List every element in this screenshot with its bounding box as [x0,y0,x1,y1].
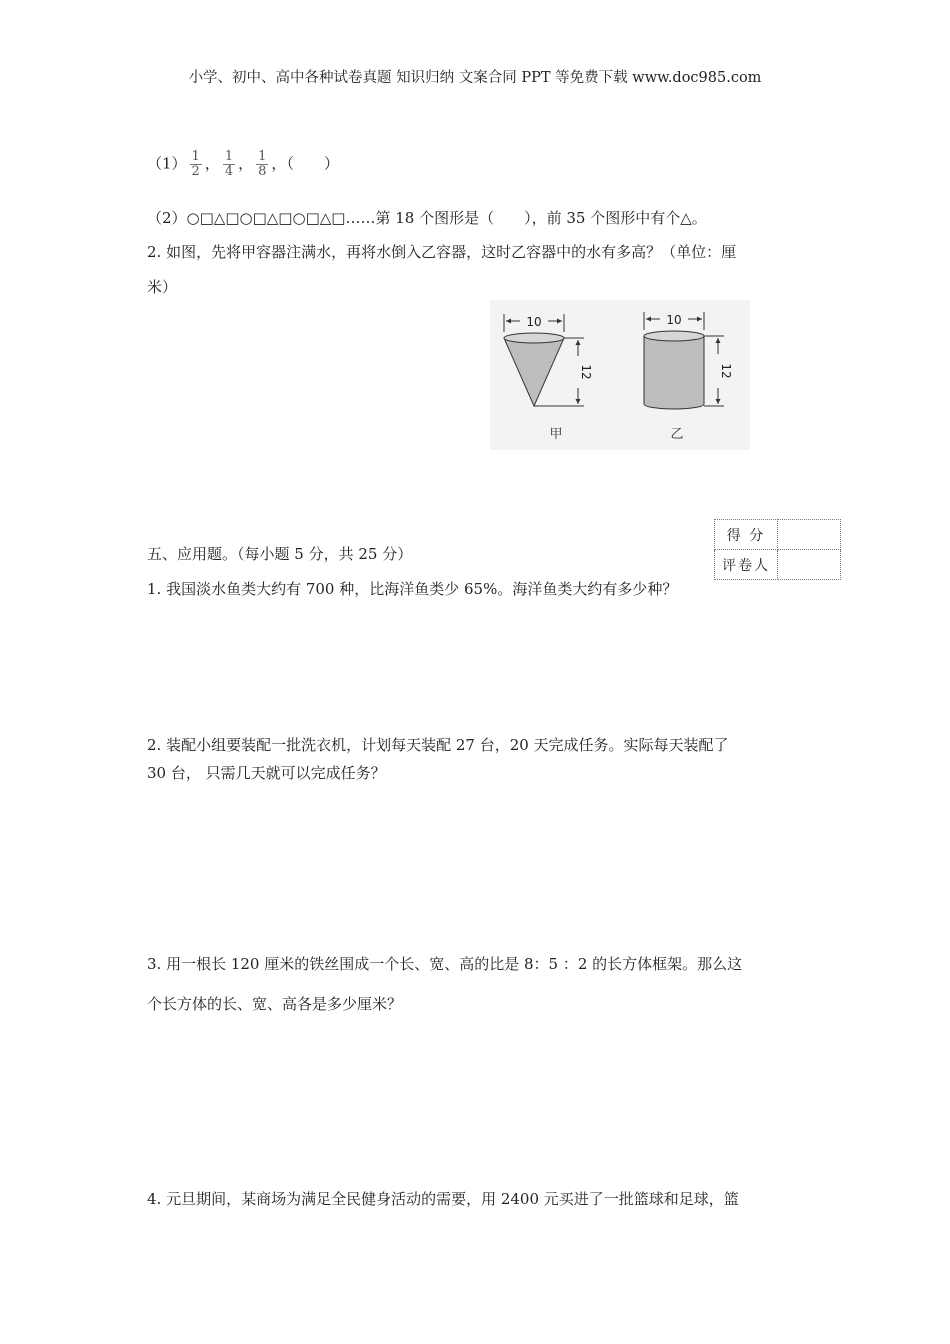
grader-value-cell[interactable] [778,550,841,580]
cone-top-ellipse [504,333,564,343]
problem-5-4-line-1: 4. 元旦期间，某商场为满足全民健身活动的需要，用 2400 元买进了一批篮球和足球，篮 [147,1190,739,1208]
cylinder-body [644,336,704,409]
cylinder-height-label: 12 [719,363,733,379]
cone-diameter-label: 10 [526,315,542,329]
q1-prefix: （1） [147,154,187,173]
score-value-cell[interactable] [778,520,841,550]
fraction-3-denominator: 8 [258,164,267,179]
cylinder-name-label: 乙 [670,427,684,442]
question-shape-pattern: （2）○□△□○□△□○□△□……第 18 个图形是（ ），前 35 个图形中有个△。 [147,209,707,227]
problem-5-1: 1. 我国淡水鱼类大约有 700 种，比海洋鱼类少 65%。海洋鱼类大约有多少种？ [147,580,678,598]
fraction-2-numerator: 1 [224,149,234,164]
separator: ， [271,154,287,173]
score-table [714,519,841,580]
problem-5-2-line-1: 2. 装配小组要装配一批洗衣机，计划每天装配 27 台，20 天完成任务。实际每天装配了 [147,736,729,754]
cone-name-label: 甲 [549,427,563,442]
separator: ， [204,154,220,173]
fraction-1 [190,150,202,179]
fraction-1-denominator: 2 [191,164,200,179]
container-figure [490,300,750,450]
problem-2-line-2: 米） [147,278,178,296]
score-label: 得 分 [715,520,778,550]
separator: ， [238,154,254,173]
problem-5-3-line-1: 3. 用一根长 120 厘米的铁丝围成一个长、宽、高的比是 8：5 ：2 的长方体框架。那么这 [147,955,743,973]
cylinder-diameter-label: 10 [666,313,682,327]
fraction-1-numerator: 1 [191,149,200,164]
cylinder-top-ellipse [644,331,704,341]
problem-5-3-line-2: 个长方体的长、宽、高各是多少厘米？ [147,995,403,1013]
section-5-title: 五、应用题。（每小题 5 分，共 25 分） [147,545,413,563]
problem-2-line-1: 2. 如图，先将甲容器注满水，再将水倒入乙容器，这时乙容器中的水有多高？（单位：厘 [147,243,737,261]
cone-height-label: 12 [579,364,593,380]
fraction-2-denominator: 4 [224,164,234,179]
fraction-2 [223,150,235,179]
question-fraction-sequence [147,150,339,179]
answer-blank: （ ） [286,154,339,173]
page-header: 小学、初中、高中各种试卷真题 知识归纳 文案合同 PPT 等免费下载 www.doc985.com [188,70,762,86]
problem-5-2-line-2: 30 台， 只需几天就可以完成任务？ [147,764,386,782]
fraction-3-numerator: 1 [258,149,267,164]
fraction-3 [256,150,268,179]
grader-label: 评卷人 [715,550,778,580]
